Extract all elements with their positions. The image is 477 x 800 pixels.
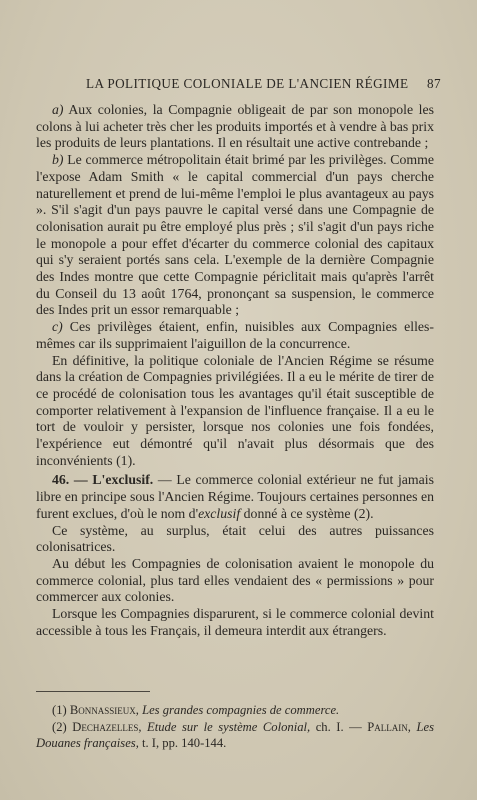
paragraph-disappearance <box>36 606 434 639</box>
paragraph-text: Lorsque les Compagnies disparurent, si le commerce colonial devint accessible à tous les Français, il demeura interdit aux étrangers. <box>36 606 434 638</box>
footnote-reference: t. I, pp. 140-144. <box>142 736 227 750</box>
section-number: 46. <box>52 472 70 488</box>
section-heading: — L'exclusif. <box>73 472 154 488</box>
footnote-number: (2) <box>52 719 67 734</box>
item-marker: b) <box>52 152 64 168</box>
page-number: 87 <box>427 76 441 91</box>
footnote-author: Dechazelles, <box>72 719 142 734</box>
paragraph-system <box>36 523 434 556</box>
item-marker: a) <box>52 102 64 117</box>
footnote-reference: ch. I. — <box>315 719 362 734</box>
paragraph-conclusion <box>36 353 434 470</box>
paragraph-c <box>36 319 434 352</box>
footnote-title: Les Douanes françaises, <box>36 719 434 750</box>
paragraph-monopoly <box>36 556 434 606</box>
emphasis-term: exclusif <box>198 505 241 521</box>
footnote-title: Les grandes compagnies de commerce. <box>142 703 340 717</box>
paragraph-text: En définitive, la politique coloniale de l'Ancien Régime se résume dans la création de Compagnies privilégiées. Il a eu le mérite de tirer de ce procédé de colonisation tous les avantages qu'il était susceptible de comporter relativement à l'expansion de l'influence française. Il a eu le tort de vouloir y persister, lorsque nos colonies une fois fondées, l'expérience eut démontré qu'il n'avait plus désormais que des inconvénients (1). <box>36 352 434 468</box>
footnotes <box>36 702 434 752</box>
running-title: LA POLITIQUE COLONIALE DE L'ANCIEN RÉGIME <box>86 76 409 91</box>
section-46 <box>36 472 434 522</box>
footnote-title: Etude sur le système Colonial, <box>147 719 311 734</box>
footnote-author: Pallain, <box>367 719 411 734</box>
running-header <box>36 76 441 94</box>
paragraph-a <box>36 102 434 152</box>
main-text <box>36 102 434 640</box>
item-marker: c) <box>52 319 63 335</box>
footnote-2 <box>36 719 434 752</box>
paragraph-text: Ce système, au surplus, était celui des autres puissances colonisatrices. <box>36 522 434 555</box>
paragraph-text: Ces privilèges étaient, enfin, nuisibles aux Compagnies elles-mêmes car ils supprimaient l'aiguillon de la concurrence. <box>36 319 434 351</box>
paragraph-text: donné à ce système (2). <box>240 505 374 521</box>
footnote-number: (1) <box>52 703 67 717</box>
paragraph-text: Aux colonies, la Compagnie obligeait de par son monopole les colons à lui acheter très cher les produits importés et à vendre à bas prix les produits de leurs plantations. Il en résultait une active contrebande ; <box>36 102 434 151</box>
paragraph-text: — Le commerce colonial extérieur ne fut jamais libre en principe sous l'Ancien Régime. Toujours certaines personnes en furent exclues, d'où le nom d' <box>36 472 434 521</box>
footnote-author: Bonnassieux, <box>69 703 139 717</box>
paragraph-text: Le commerce métropolitain était brimé par les privilèges. Comme l'expose Adam Smith « le capital commercial d'un pays cherche naturellement et prend de lui-même l'emploi le plus avantageux au pays ». S'il s'agit d'un pays pauvre le capital versé dans une Compagnie de colonisation aurait pu être employé plus près ; s'il s'agit d'un pays riche le monopole a pour effet d'écarter du commerce colonial des capitaux qui s'y seraient portés sans cela. L'exemple de la dernière Compagnie des Indes montre que cette Compagnie périclitait mais qu'après l'arrêt du Conseil du 13 août 1764, prononçant sa suspension, le commerce des Indes prit un essor remarquable ; <box>36 152 434 318</box>
footnote-1 <box>36 702 434 719</box>
paragraph-text: Au début les Compagnies de colonisation avaient le monopole du commerce colonial, plus tard elles vendaient des « permissions » pour commercer aux colonies. <box>36 555 434 605</box>
footnote-divider <box>36 691 150 692</box>
paragraph-b <box>36 152 434 319</box>
